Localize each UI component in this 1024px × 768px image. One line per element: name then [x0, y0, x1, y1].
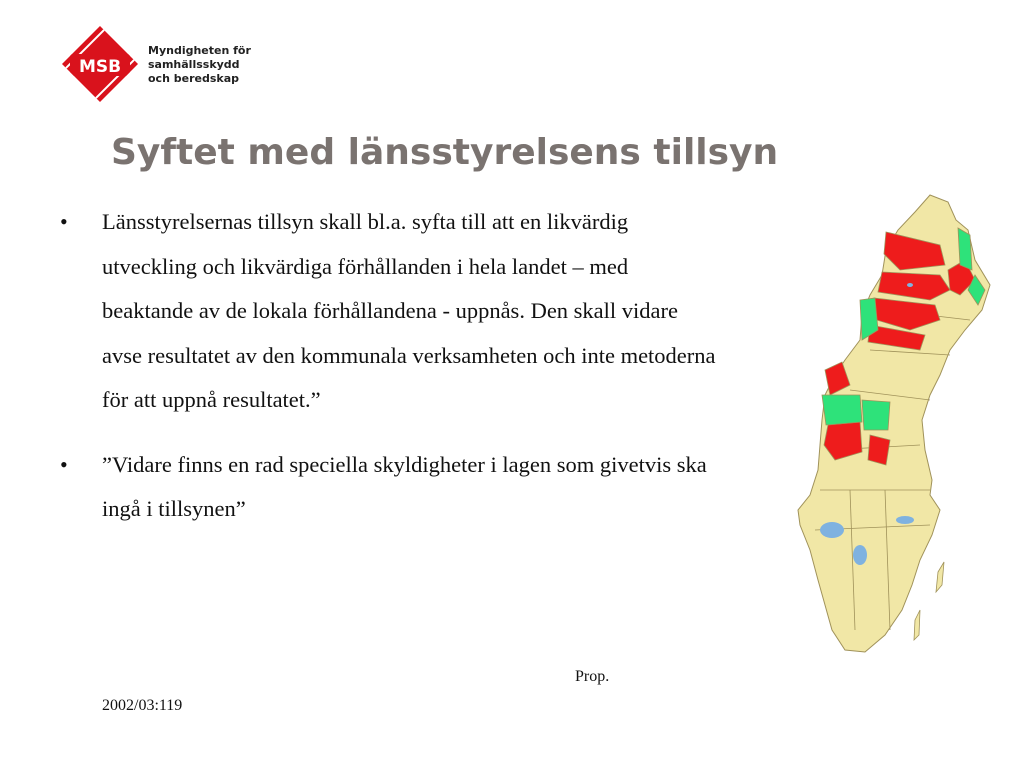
bullet-text-1: Länsstyrelsernas tillsyn skall bl.a. syfta till att en likvärdig utveckling och likvärdiga förhållanden i hela landet – med beaktande av de lokala förhållandena - uppnås. Den skall vidare avse resultatet av den kommunala verksamheten och inte metoderna för att uppnå resultatet.” — [102, 209, 716, 412]
bullet-list — [60, 200, 720, 532]
bullet-text-2: ”Vidare finns en rad speciella skyldigheter i lagen som givetvis ska ingå i tillsynen” — [102, 451, 707, 521]
logo-line-3: och beredskap — [148, 72, 239, 85]
logo-line-2: samhällsskydd — [148, 58, 240, 71]
bullet-marker: • — [60, 451, 68, 477]
msb-logo-abbr: MSB — [78, 57, 122, 77]
msb-logo — [60, 24, 260, 104]
msb-logo-icon — [60, 24, 140, 104]
bullet-item-2 — [60, 443, 720, 532]
source-label: Prop. — [575, 668, 610, 685]
logo-line-1: Myndigheten för — [148, 44, 251, 57]
page-title: Syftet med länsstyrelsens tillsyn — [111, 132, 779, 173]
bullet-item-1 — [60, 200, 720, 423]
msb-logo-text — [148, 44, 251, 86]
source-reference: 2002/03:119 — [102, 697, 183, 714]
map-island — [914, 610, 920, 640]
sweden-map-icon — [790, 190, 1000, 660]
map-island — [936, 562, 944, 592]
bullet-marker: • — [60, 209, 68, 234]
